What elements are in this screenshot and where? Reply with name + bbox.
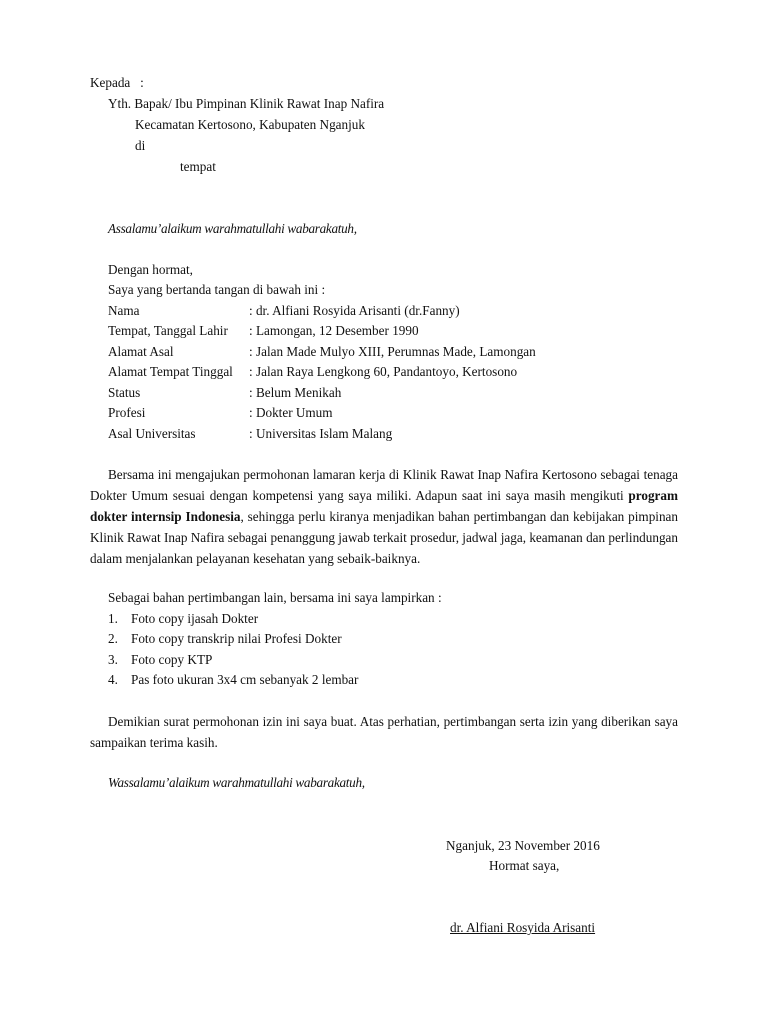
body-text-1: Bersama ini mengajukan permohonan lamaran kerja di Klinik Rawat Inap Nafira Kertosono sebagai tenaga Dokter Umum sesuai dengan kompetensi yang saya miliki. Adapun saat ini saya masih mengikuti: [90, 467, 678, 503]
greeting-open: Assalamu’alaikum warahmatullahi wabarakatuh,: [108, 221, 357, 236]
list-number: 2.: [108, 631, 118, 646]
identity-value: : Dokter Umum: [249, 405, 333, 420]
place-date: Nganjuk, 23 November 2016: [446, 838, 600, 853]
recipient-line-1: Yth. Bapak/ Ibu Pimpinan Klinik Rawat Inap Nafira: [108, 96, 385, 111]
greeting-close: Wassalamu’alaikum warahmatullahi wabarakatuh,: [108, 775, 365, 790]
list-number: 1.: [108, 611, 118, 626]
salutation: Dengan hormat,: [108, 262, 193, 277]
identity-label: Profesi: [108, 405, 146, 420]
list-number: 4.: [108, 672, 118, 687]
recipient-line-4: tempat: [180, 159, 216, 174]
list-number: 3.: [108, 652, 118, 667]
regards: Hormat saya,: [489, 858, 560, 873]
recipient-line-2: Kecamatan Kertosono, Kabupaten Nganjuk: [135, 117, 365, 132]
body-paragraph: [90, 464, 678, 569]
identity-value: : dr. Alfiani Rosyida Arisanti (dr.Fanny): [249, 303, 460, 318]
attachments-intro: Sebagai bahan pertimbangan lain, bersama ini saya lampirkan :: [108, 590, 442, 605]
list-text: Foto copy KTP: [131, 652, 213, 667]
identity-label: Alamat Tempat Tinggal: [108, 364, 233, 379]
identity-value: : Universitas Islam Malang: [249, 426, 393, 441]
identity-label: Asal Universitas: [108, 426, 196, 441]
list-text: Pas foto ukuran 3x4 cm sebanyak 2 lembar: [131, 672, 359, 687]
identity-label: Nama: [108, 303, 140, 318]
intro-text: Saya yang bertanda tangan di bawah ini :: [108, 282, 326, 297]
body-text-bold: program dokter internsip Indonesia: [90, 488, 678, 524]
identity-value: : Jalan Made Mulyo XIII, Perumnas Made, Lamongan: [249, 344, 536, 359]
identity-label: Alamat Asal: [108, 344, 174, 359]
closing-paragraph: [90, 711, 678, 753]
closing-text: Demikian surat permohonan izin ini saya buat. Atas perhatian, pertimbangan serta izin yang diberikan saya sampaikan terima kasih.: [90, 714, 678, 750]
identity-value: : Belum Menikah: [249, 385, 342, 400]
signatory-name: dr. Alfiani Rosyida Arisanti: [450, 920, 596, 935]
list-text: Foto copy transkrip nilai Profesi Dokter: [131, 631, 342, 646]
recipient-line-3: di: [135, 138, 146, 153]
identity-value: : Jalan Raya Lengkong 60, Pandantoyo, Kertosono: [249, 364, 518, 379]
body-text-2: , sehingga perlu kiranya menjadikan bahan pertimbangan dan kebijakan pimpinan Klinik Rawat Inap Nafira sebagai penanggung jawab terkait prosedur, jadwal jaga, keamanan dan perlindungan dalam menjalankan pelayanan kesehatan yang sebaik-baiknya.: [90, 509, 678, 566]
identity-label: Status: [108, 385, 141, 400]
kepada-label: Kepada :: [90, 75, 144, 90]
identity-label: Tempat, Tanggal Lahir: [108, 323, 228, 338]
identity-value: : Lamongan, 12 Desember 1990: [249, 323, 419, 338]
list-text: Foto copy ijasah Dokter: [131, 611, 259, 626]
